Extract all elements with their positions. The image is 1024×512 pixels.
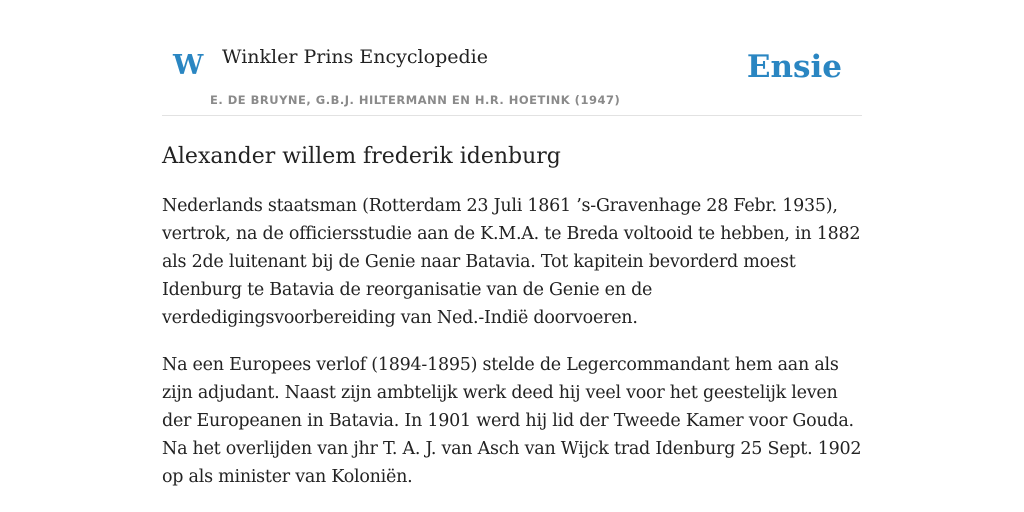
- article-paragraph: Na een Europees verlof (1894-1895) stelde de Legercommandant hem aan als zijn adjudant. Naast zijn ambtelijk werk deed hij veel voor het geestelijk leven der Europeanen in Batavia. In 1901 werd hij lid der Tweede Kamer voor Gouda. Na het overlijden van jhr T. A. J. van Asch van Wijck trad Idenburg 25 Sept. 1902 op als minister van Koloniën.: [162, 354, 862, 487]
- article-title: Alexander willem frederik idenburg: [162, 144, 561, 169]
- article-paragraph: Nederlands staatsman (Rotterdam 23 Juli 1861 ’s-Gravenhage 28 Febr. 1935), vertrok, na de officiersstudie aan de K.M.A. te Breda voltooid te hebben, in 1882 als 2de luitenant bij de Genie naar Batavia. Tot kapitein bevorderd moest Idenburg te Batavia de reorganisatie van de Genie en de verdedigingsvoorbereiding van Ned.-Indië doorvoeren.: [162, 195, 861, 328]
- publication-logo[interactable]: W: [173, 50, 204, 81]
- publication-authors: E. DE BRUYNE, G.B.J. HILTERMANN EN H.R. HOETINK (1947): [210, 93, 621, 107]
- page-header: [162, 0, 862, 116]
- publication-title[interactable]: Winkler Prins Encyclopedie: [222, 46, 488, 68]
- brand-logo[interactable]: Ensie: [746, 49, 842, 85]
- page-container: [162, 0, 862, 491]
